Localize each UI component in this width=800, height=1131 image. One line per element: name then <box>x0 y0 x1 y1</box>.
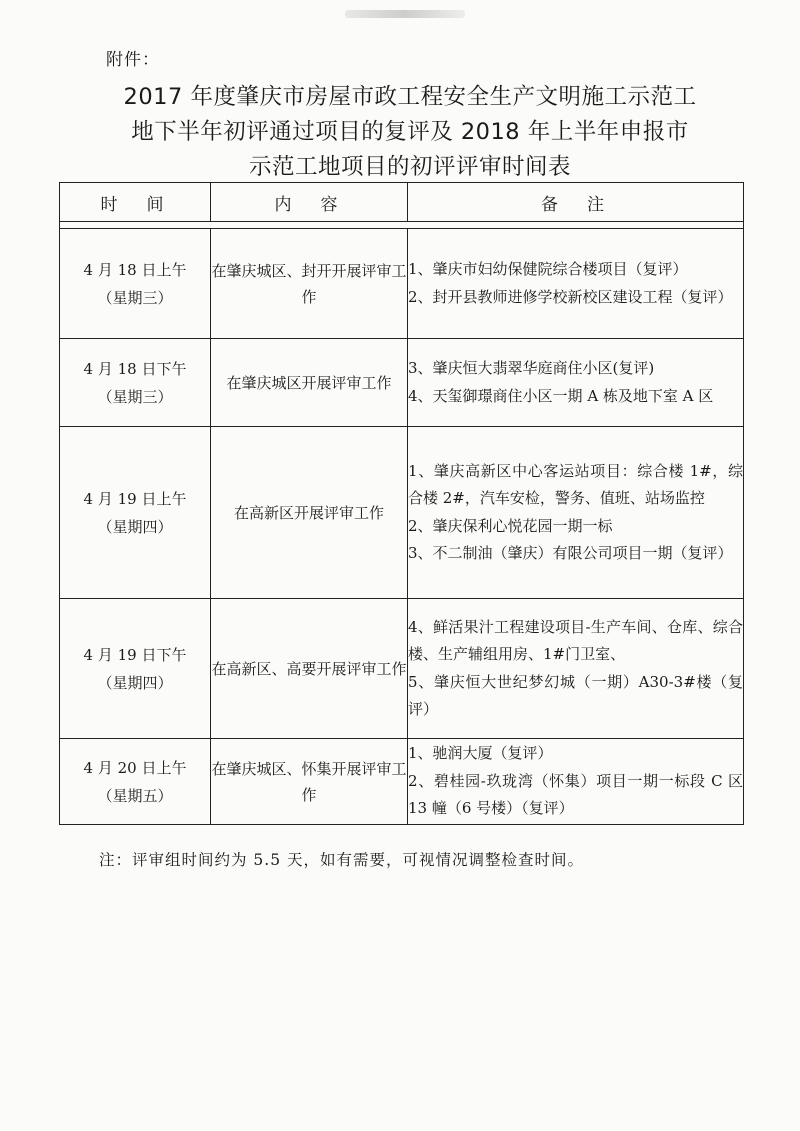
table-row <box>60 739 744 825</box>
attachment-label: 附件： <box>106 50 160 70</box>
content-cell: 在肇庆城区、怀集开展评审工作 <box>211 739 408 825</box>
scan-artifact <box>345 10 465 18</box>
note-item: 4、天玺御璟商住小区一期 A 栋及地下室 A 区 <box>408 386 714 405</box>
time-cell <box>60 599 211 739</box>
table-row <box>60 599 744 739</box>
content-cell: 在高新区开展评审工作 <box>211 427 408 599</box>
note-item: 3、不二制油（肇庆）有限公司项目一期（复评） <box>408 544 733 562</box>
note-item: 1、肇庆高新区中心客运站项目：综合楼 1#，综合楼 2#，汽车安检，警务、值班、站场监控 <box>408 461 743 507</box>
notes-cell <box>408 739 744 825</box>
notes-cell <box>408 339 744 427</box>
notes-cell <box>408 427 744 599</box>
content-cell: 在肇庆城区、封开开展评审工作 <box>211 229 408 339</box>
header-time: 时 间 <box>60 183 211 222</box>
title-line: 示范工地项目的初评评审时间表 <box>248 154 571 180</box>
time-date: 4 月 18 日上午 <box>83 260 187 279</box>
note-item: 3、肇庆恒大翡翠华庭商住小区(复评) <box>408 359 655 377</box>
note-item: 5、肇庆恒大世纪梦幻城（一期）A30-3#楼（复评） <box>408 672 743 718</box>
note-item: 2、肇庆保利心悦花园一期一标 <box>408 516 613 535</box>
document-title <box>60 80 760 185</box>
content-cell: 在高新区、高要开展评审工作 <box>211 599 408 739</box>
table-row <box>60 427 744 599</box>
title-line: 2017 年度肇庆市房屋市政工程安全生产文明施工示范工 <box>123 84 697 110</box>
note-item: 2、封开县教师进修学校新校区建设工程（复评） <box>408 287 733 306</box>
schedule-table <box>59 182 744 825</box>
table-spacer <box>60 222 744 229</box>
footnote: 注：评审组时间约为 5.5 天，如有需要，可视情况调整检查时间。 <box>99 851 585 869</box>
table-header-row <box>60 183 744 222</box>
notes-cell <box>408 229 744 339</box>
time-weekday: （星期三） <box>97 387 173 406</box>
note-item: 1、驰润大厦（复评） <box>408 744 553 763</box>
time-date: 4 月 20 日上午 <box>83 758 187 777</box>
time-cell <box>60 739 211 825</box>
header-content: 内 容 <box>211 183 408 222</box>
table-row <box>60 339 744 427</box>
time-cell <box>60 229 211 339</box>
time-weekday: （星期五） <box>97 786 173 805</box>
title-line: 地下半年初评通过项目的复评及 2018 年上半年申报市 <box>131 119 689 145</box>
time-cell <box>60 339 211 427</box>
content-cell: 在肇庆城区开展评审工作 <box>211 339 408 427</box>
note-item: 1、肇庆市妇幼保健院综合楼项目（复评） <box>408 260 688 278</box>
time-weekday: （星期三） <box>97 288 173 307</box>
time-date: 4 月 19 日下午 <box>83 645 187 664</box>
time-date: 4 月 19 日上午 <box>83 489 187 508</box>
time-weekday: （星期四） <box>97 517 173 536</box>
note-item: 2、碧桂园-玖珑湾（怀集）项目一期一标段 C 区 13 幢（6 号楼）（复评） <box>408 771 743 818</box>
header-notes: 备 注 <box>408 183 744 222</box>
time-weekday: （星期四） <box>97 673 173 692</box>
time-cell <box>60 427 211 599</box>
notes-cell <box>408 599 744 739</box>
note-item: 4、鲜活果汁工程建设项目-生产车间、仓库、综合楼、生产辅组用房、1#门卫室、 <box>408 617 743 663</box>
table-row <box>60 229 744 339</box>
time-date: 4 月 18 日下午 <box>83 359 187 378</box>
